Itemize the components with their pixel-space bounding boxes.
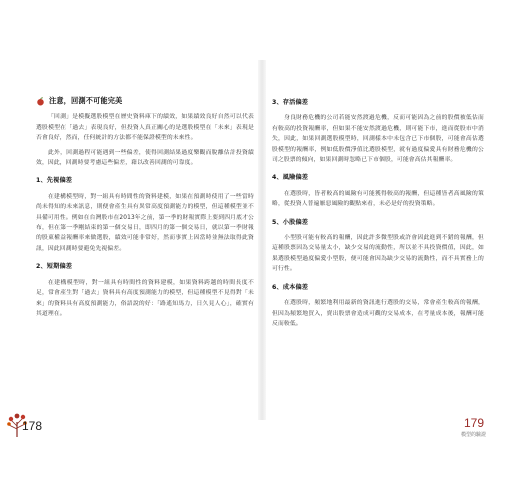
section-heading-survivorship-bias: 3、存活偏差 (272, 99, 309, 106)
section-heading-risk-bias: 4、風險偏差 (272, 174, 309, 182)
section-body-cost-bias: 在選股時，頻繁地利用最新的資訊進行選股的交易，常會產生較高的報酬，但因為頻繁地買入，賣出股票會造成可觀的交易成本，在考量成本後，報酬可能反而較低。 (272, 300, 484, 327)
section-heading-short-period-bias: 2、短期偏差 (36, 263, 73, 271)
book-gutter (258, 60, 266, 420)
note-heading: 注意，回測不可能完美 (49, 96, 123, 105)
intro-paragraph-1: 「回測」是模擬選股模型在歷史資料庫下的績效，如果績效良好自然可以代表選股模型在「過去」表現良好，但投資人真正關心的是選股模型在「未來」表現是否會良好，然而，任何統計的方法都不能保證模型的未來性。 (36, 114, 254, 142)
intro-paragraph-2: 此外，回測過程可能遇到一些偏差，使得回測結果過度樂觀而脫離估計投資績效，因此，回測時要考慮這些偏差，藉以改善回測的可靠度。 (36, 149, 254, 167)
section-heading-cost-bias: 6、成本偏差 (272, 283, 309, 291)
left-page-number: 178 (22, 419, 43, 433)
section-body-risk-bias: 在選股時，皆者較高的風險有可能獲得較高的報酬，但這種皆者高風險的策略，從投資人普遍厭惡風險的觀點來看，未必是好的投資策略。 (272, 190, 484, 208)
right-page-number: 179 (464, 416, 485, 430)
section-body-short-period-bias: 在建構模型時，對一組具有時間性的資料建模，如果資料跨越的時間長度不足，常會產生對「過去」資料具有高度預測能力的模型，但這種模型不見得對「未來」的資料具有高度預測能力，俗語說的好：「路遙知馬力，日久見人心」，確實有其道理在。 (36, 279, 254, 317)
section-body-survivorship-bias: 身良財務危機的公司若能安然渡過危機，反而可能因為之前的股價被低估而有較高的投資報酬率，但如果不能安然渡過危機，則可能下市，進而從股市中消失，因此，如果回測選股模型時，回測樣本中未包含已下市個股，可能會高估選股模型的報酬率，例如低股價淨值比選股模型，就有過度偏愛具有財務危機的公司之股票的傾向，如果回測時忽略已下市個股，可能會高估其報酬率。 (272, 115, 484, 164)
right-page-subtitle: 模型的驗證 (461, 432, 487, 438)
section-heading-small-cap-bias: 5、小股偏差 (272, 218, 309, 226)
section-body-small-cap-bias: 小型股可能有較高的報酬，因此許多微型股或許會因此進到不錯的報酬，但這種股票因為交易量太小，缺少交易的流動性，所以並不具投資價值，因此，如果選股模型過度偏愛小型股，便可能會因為缺少交易的流動性，而不具實務上的可行性。 (272, 235, 484, 273)
section-body-look-ahead-bias: 在建構模型時，對一組具有時間性的資料建模，如果在預測時使用了一些當時尚未得知的未來訊息，則便會產生具有異常高度預測能力的模型，但這種模型並不具備可用性。例如在台灣股市在2013年之前，第一季的財報實際上要到四月底才公布，但在第一季剛結束的第一個交易日，即四月的第一個交易日，就以第一季財報的股東權益報酬率來做選股，績效可能非常好，然而事實上因當時並無法取得此資訊，因此回測時要避免先視偏差。 (36, 193, 254, 252)
apple-icon (36, 97, 45, 106)
note-heading-row (36, 96, 254, 106)
right-page (272, 96, 484, 333)
left-page (36, 96, 254, 323)
section-heading-look-ahead-bias: 1、先視偏差 (36, 177, 73, 185)
